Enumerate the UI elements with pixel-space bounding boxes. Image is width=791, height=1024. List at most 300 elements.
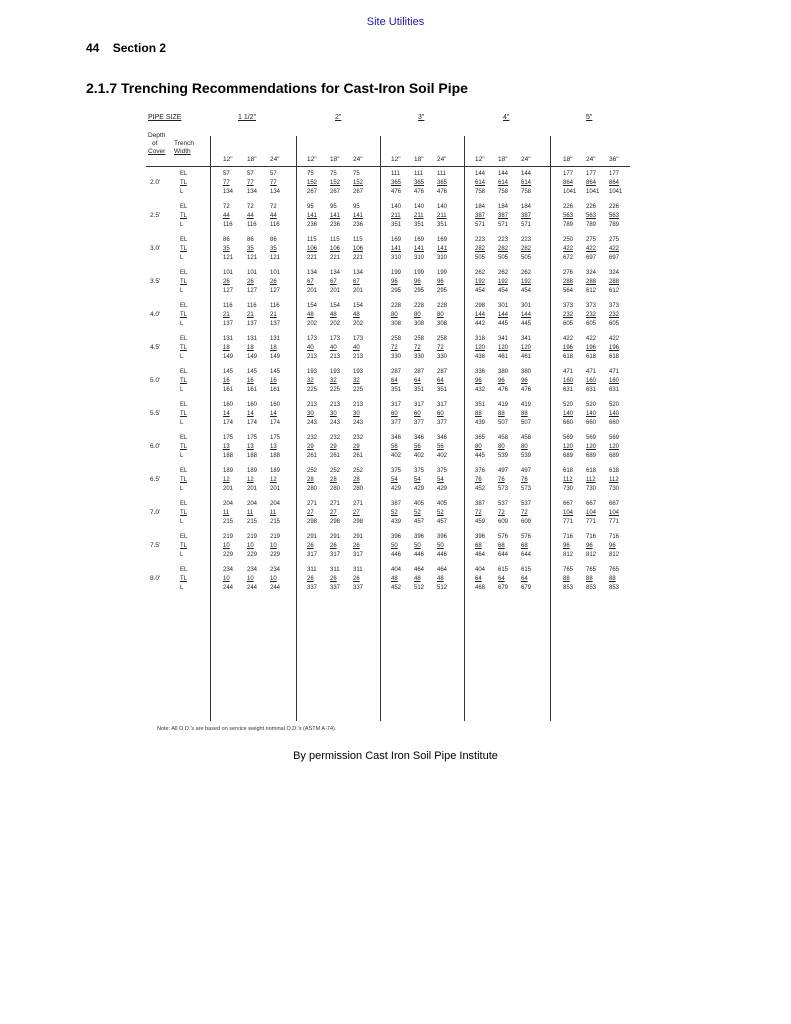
table-cell: 86 — [247, 237, 254, 243]
table-cell: 310 — [414, 255, 425, 261]
table-cell: 56 — [391, 444, 398, 450]
table-cell: 137 — [270, 321, 281, 327]
table-cell: 68 — [521, 543, 528, 549]
table-cell: 72 — [223, 204, 230, 210]
table-cell: 429 — [437, 486, 448, 492]
table-cell: 64 — [521, 576, 528, 582]
row-label: L — [180, 453, 184, 459]
row-label: EL — [180, 435, 188, 441]
table-cell: 211 — [391, 213, 401, 219]
table-cell: 116 — [223, 222, 233, 228]
table-cell: 271 — [307, 501, 318, 507]
table-cell: 44 — [223, 213, 230, 219]
table-cell: 730 — [586, 486, 597, 492]
table-cell: 76 — [498, 477, 505, 483]
table-cell: 337 — [307, 585, 318, 591]
trench-width-heading: 12" — [391, 156, 401, 163]
table-cell: 72 — [521, 510, 528, 516]
trench-width-heading: 18" — [414, 156, 424, 163]
table-cell: 310 — [391, 255, 402, 261]
table-cell: 853 — [563, 585, 574, 591]
table-cell: 317 — [414, 402, 425, 408]
table-cell: 564 — [563, 288, 574, 294]
table-cell: 471 — [609, 369, 620, 375]
table-cell: 213 — [307, 402, 318, 408]
section-label: Section 2 — [112, 41, 167, 55]
table-cell: 765 — [586, 567, 597, 573]
row-label: EL — [180, 534, 188, 540]
table-cell: 116 — [223, 303, 233, 309]
table-cell: 226 — [586, 204, 597, 210]
table-cell: 189 — [270, 468, 281, 474]
table-cell: 21 — [223, 312, 230, 318]
table-cell: 27 — [307, 510, 314, 516]
table-cell: 67 — [307, 279, 314, 285]
table-cell: 287 — [391, 369, 402, 375]
table-cell: 234 — [270, 567, 281, 573]
table-cell: 771 — [609, 519, 620, 525]
row-label: EL — [180, 567, 188, 573]
table-cell: 52 — [391, 510, 398, 516]
table-cell: 573 — [498, 486, 509, 492]
table-cell: 131 — [270, 336, 281, 342]
table-cell: 631 — [586, 387, 597, 393]
table-cell: 52 — [414, 510, 421, 516]
table-cell: 48 — [437, 576, 444, 582]
table-cell: 380 — [498, 369, 509, 375]
trench-width-heading: 18" — [247, 156, 257, 163]
table-cell: 10 — [247, 576, 254, 582]
table-cell: 458 — [498, 435, 509, 441]
table-cell: 18 — [247, 345, 254, 351]
table-cell: 50 — [414, 543, 421, 549]
table-cell: 346 — [391, 435, 402, 441]
table-cell: 56 — [414, 444, 421, 450]
row-label: TL — [180, 246, 188, 252]
table-cell: 396 — [475, 534, 486, 540]
table-cell: 174 — [247, 420, 258, 426]
trench-width-heading: 24" — [437, 156, 447, 163]
row-label: EL — [180, 237, 188, 243]
table-cell: 765 — [609, 567, 620, 573]
table-cell: 330 — [437, 354, 448, 360]
table-cell: 287 — [414, 369, 425, 375]
table-cell: 697 — [586, 255, 597, 261]
table-cell: 145 — [270, 369, 281, 375]
row-label: EL — [180, 468, 188, 474]
table-cell: 402 — [414, 453, 425, 459]
header-row — [146, 128, 630, 167]
table-cell: 211 — [414, 213, 424, 219]
table-cell: 219 — [223, 534, 234, 540]
table-cell: 52 — [437, 510, 444, 516]
table-cell: 459 — [475, 519, 486, 525]
depth-group — [146, 200, 630, 233]
table-cell: 116 — [247, 303, 257, 309]
table-cell: 96 — [609, 543, 616, 549]
table-cell: 689 — [563, 453, 574, 459]
table-cell: 324 — [586, 270, 597, 276]
table-cell: 419 — [498, 402, 509, 408]
table-cell: 337 — [353, 585, 364, 591]
table-cell: 152 — [330, 180, 341, 186]
table-cell: 223 — [521, 237, 532, 243]
table-cell: 276 — [563, 270, 574, 276]
table-cell: 512 — [414, 585, 425, 591]
table-cell: 618 — [563, 468, 574, 474]
table-cell: 28 — [307, 477, 314, 483]
table-cell: 512 — [437, 585, 448, 591]
table-cell: 346 — [414, 435, 425, 441]
table-cell: 422 — [609, 336, 620, 342]
table-cell: 18 — [270, 345, 277, 351]
table-cell: 308 — [414, 321, 425, 327]
table-cell: 446 — [391, 552, 402, 558]
table-cell: 660 — [563, 420, 574, 426]
table-cell: 351 — [475, 402, 486, 408]
table-cell: 432 — [475, 387, 486, 393]
table-cell: 120 — [498, 345, 509, 351]
row-label: TL — [180, 576, 188, 582]
table-cell: 318 — [475, 336, 486, 342]
table-cell: 13 — [270, 444, 277, 450]
table-cell: 16 — [247, 378, 254, 384]
table-cell: 141 — [353, 213, 364, 219]
table-cell: 202 — [307, 321, 318, 327]
table-cell: 177 — [586, 171, 597, 177]
depth-header-line: Depth — [148, 132, 166, 139]
table-cell: 291 — [330, 534, 341, 540]
table-cell: 134 — [223, 189, 234, 195]
table-cell: 149 — [247, 354, 258, 360]
table-cell: 229 — [223, 552, 234, 558]
table-cell: 28 — [330, 477, 337, 483]
table-cell: 520 — [586, 402, 597, 408]
table-cell: 336 — [475, 369, 486, 375]
table-cell: 149 — [223, 354, 234, 360]
table-cell: 280 — [330, 486, 341, 492]
table-cell: 213 — [330, 402, 341, 408]
table-cell: 64 — [391, 378, 398, 384]
table-cell: 26 — [330, 576, 337, 582]
table-cell: 618 — [586, 468, 597, 474]
table-cell: 201 — [247, 486, 258, 492]
table-cell: 537 — [521, 501, 532, 507]
table-cell: 258 — [414, 336, 425, 342]
table-cell: 18 — [223, 345, 230, 351]
table-cell: 161 — [223, 387, 234, 393]
table-cell: 26 — [353, 543, 360, 549]
table-cell: 213 — [353, 354, 364, 360]
table-cell: 175 — [247, 435, 258, 441]
table-cell: 213 — [353, 402, 364, 408]
row-label: TL — [180, 213, 188, 219]
table-cell: 88 — [609, 576, 616, 582]
table-cell: 380 — [521, 369, 532, 375]
table-cell: 152 — [307, 180, 318, 186]
table-cell: 476 — [391, 189, 402, 195]
table-cell: 225 — [307, 387, 318, 393]
table-cell: 689 — [586, 453, 597, 459]
table-cell: 267 — [330, 189, 341, 195]
table-cell: 476 — [414, 189, 425, 195]
table-cell: 612 — [586, 288, 597, 294]
table-cell: 298 — [353, 519, 364, 525]
table-cell: 571 — [498, 222, 509, 228]
table-cell: 96 — [391, 279, 398, 285]
trench-header-line: Width — [174, 148, 191, 155]
table-cell: 104 — [586, 510, 597, 516]
table-cell: 144 — [475, 312, 486, 318]
table-cell: 204 — [270, 501, 281, 507]
table-cell: 402 — [391, 453, 402, 459]
table-cell: 40 — [307, 345, 314, 351]
table-cell: 193 — [330, 369, 341, 375]
table-cell: 298 — [330, 519, 341, 525]
table-cell: 576 — [498, 534, 509, 540]
trenching-table — [146, 114, 630, 596]
row-label: L — [180, 222, 184, 228]
table-cell: 644 — [498, 552, 509, 558]
table-cell: 317 — [437, 402, 448, 408]
table-cell: 154 — [307, 303, 318, 309]
row-label: TL — [180, 444, 188, 450]
table-cell: 111 — [437, 171, 447, 177]
table-cell: 375 — [414, 468, 425, 474]
table-cell: 88 — [521, 411, 528, 417]
table-cell: 141 — [414, 246, 425, 252]
table-cell: 252 — [307, 468, 318, 474]
credit-line: By permission Cast Iron Soil Pipe Institute — [293, 750, 498, 762]
table-cell: 232 — [330, 435, 341, 441]
table-cell: 446 — [414, 552, 425, 558]
column-divider — [550, 136, 551, 721]
depth-value: 6.0' — [150, 443, 161, 450]
table-cell: 111 — [414, 171, 424, 177]
column-divider — [296, 136, 297, 721]
table-cell: 452 — [475, 486, 486, 492]
table-cell: 188 — [270, 453, 281, 459]
table-cell: 86 — [270, 237, 277, 243]
table-cell: 213 — [307, 354, 318, 360]
table-cell: 10 — [223, 576, 230, 582]
table-cell: 44 — [270, 213, 277, 219]
table-cell: 199 — [414, 270, 425, 276]
table-cell: 193 — [307, 369, 318, 375]
table-cell: 615 — [498, 567, 509, 573]
table-cell: 131 — [247, 336, 258, 342]
depth-group — [146, 398, 630, 431]
table-cell: 57 — [247, 171, 254, 177]
depth-value: 5.0' — [150, 377, 161, 384]
table-cell: 30 — [353, 411, 360, 417]
table-cell: 341 — [521, 336, 532, 342]
table-cell: 26 — [353, 576, 360, 582]
table-cell: 145 — [223, 369, 234, 375]
table-cell: 288 — [609, 279, 620, 285]
depth-value: 7.5' — [150, 542, 161, 549]
table-cell: 134 — [307, 270, 318, 276]
table-cell: 679 — [498, 585, 509, 591]
table-cell: 618 — [563, 354, 574, 360]
table-cell: 101 — [247, 270, 258, 276]
table-cell: 80 — [437, 312, 444, 318]
row-label: EL — [180, 369, 188, 375]
table-cell: 373 — [586, 303, 597, 309]
pipe-size-heading: 5" — [586, 114, 593, 121]
table-cell: 605 — [563, 321, 574, 327]
pipe-size-label: PIPE SIZE — [148, 114, 182, 121]
table-cell: 614 — [475, 180, 486, 186]
header-link[interactable]: Site Utilities — [366, 16, 425, 28]
table-cell: 261 — [330, 453, 341, 459]
trench-width-heading: 12" — [475, 156, 485, 163]
table-cell: 234 — [247, 567, 258, 573]
table-cell: 396 — [437, 534, 448, 540]
table-cell: 351 — [414, 387, 425, 393]
table-cell: 134 — [247, 189, 258, 195]
table-cell: 121 — [223, 255, 234, 261]
table-cell: 16 — [270, 378, 277, 384]
table-cell: 422 — [586, 246, 597, 252]
table-cell: 571 — [475, 222, 486, 228]
table-cell: 351 — [391, 387, 402, 393]
table-cell: 48 — [391, 576, 398, 582]
table-cell: 267 — [307, 189, 318, 195]
table-cell: 211 — [437, 213, 447, 219]
table-cell: 301 — [498, 303, 509, 309]
row-label: L — [180, 255, 184, 261]
table-cell: 106 — [307, 246, 318, 252]
table-cell: 26 — [270, 279, 277, 285]
table-cell: 232 — [353, 435, 364, 441]
table-cell: 365 — [391, 180, 402, 186]
table-cell: 243 — [353, 420, 364, 426]
table-cell: 221 — [330, 255, 341, 261]
table-cell: 29 — [330, 444, 337, 450]
depth-group — [146, 464, 630, 497]
table-cell: 853 — [609, 585, 620, 591]
trench-width-heading: 18" — [498, 156, 508, 163]
trench-header — [174, 140, 194, 156]
trench-width-heading: 36" — [609, 156, 619, 163]
table-cell: 26 — [307, 576, 314, 582]
table-cell: 232 — [307, 435, 318, 441]
table-cell: 716 — [609, 534, 620, 540]
page-header — [86, 41, 176, 55]
table-cell: 716 — [586, 534, 597, 540]
table-cell: 77 — [247, 180, 254, 186]
table-cell: 57 — [223, 171, 230, 177]
table-cell: 287 — [437, 369, 448, 375]
table-cell: 160 — [270, 402, 281, 408]
depth-value: 2.0' — [150, 179, 161, 186]
depth-value: 4.0' — [150, 311, 161, 318]
table-cell: 1041 — [586, 189, 600, 195]
table-cell: 429 — [414, 486, 425, 492]
table-cell: 77 — [270, 180, 277, 186]
table-cell: 864 — [609, 180, 620, 186]
table-cell: 175 — [270, 435, 281, 441]
table-cell: 188 — [223, 453, 234, 459]
table-cell: 438 — [475, 354, 486, 360]
table-cell: 13 — [247, 444, 254, 450]
column-divider — [210, 136, 211, 721]
table-cell: 116 — [247, 222, 257, 228]
table-cell: 471 — [586, 369, 597, 375]
table-cell: 215 — [223, 519, 234, 525]
table-cell: 35 — [270, 246, 277, 252]
table-body — [146, 167, 630, 596]
table-cell: 140 — [586, 411, 597, 417]
table-cell: 244 — [223, 585, 234, 591]
table-cell: 60 — [391, 411, 398, 417]
table-cell: 28 — [353, 477, 360, 483]
table-cell: 252 — [353, 468, 364, 474]
table-cell: 21 — [247, 312, 254, 318]
table-cell: 213 — [330, 354, 341, 360]
table-cell: 204 — [247, 501, 258, 507]
table-cell: 201 — [330, 288, 341, 294]
table-cell: 853 — [586, 585, 597, 591]
table-cell: 537 — [498, 501, 509, 507]
page-title: 2.1.7 Trenching Recommendations for Cast-Iron Soil Pipe — [86, 80, 468, 96]
table-cell: 405 — [414, 501, 425, 507]
table-cell: 644 — [521, 552, 532, 558]
table-cell: 262 — [521, 270, 532, 276]
table-cell: 32 — [307, 378, 314, 384]
depth-header-line: of — [152, 140, 158, 147]
pipe-size-heading: 2" — [335, 114, 342, 121]
table-cell: 573 — [521, 486, 532, 492]
table-cell: 26 — [307, 543, 314, 549]
table-cell: 497 — [498, 468, 509, 474]
table-cell: 311 — [353, 567, 363, 573]
table-cell: 72 — [498, 510, 505, 516]
table-cell: 1041 — [609, 189, 623, 195]
row-label: L — [180, 387, 184, 393]
table-cell: 27 — [330, 510, 337, 516]
table-cell: 96 — [563, 543, 570, 549]
table-cell: 111 — [391, 171, 401, 177]
depth-group — [146, 332, 630, 365]
pipe-size-heading: 4" — [503, 114, 510, 121]
row-label: L — [180, 552, 184, 558]
table-cell: 201 — [223, 486, 234, 492]
table-cell: 569 — [586, 435, 597, 441]
table-cell: 175 — [223, 435, 234, 441]
table-cell: 144 — [475, 171, 486, 177]
column-divider — [464, 136, 465, 721]
table-cell: 458 — [521, 435, 532, 441]
trench-width-heading: 12" — [307, 156, 317, 163]
table-cell: 280 — [307, 486, 318, 492]
table-cell: 141 — [330, 213, 341, 219]
table-cell: 310 — [437, 255, 448, 261]
table-cell: 351 — [437, 387, 448, 393]
table-cell: 127 — [247, 288, 258, 294]
table-cell: 96 — [521, 378, 528, 384]
table-cell: 615 — [521, 567, 532, 573]
table-cell: 30 — [330, 411, 337, 417]
table-cell: 141 — [391, 246, 402, 252]
table-cell: 50 — [391, 543, 398, 549]
table-cell: 758 — [498, 189, 509, 195]
table-cell: 758 — [475, 189, 486, 195]
table-cell: 14 — [223, 411, 230, 417]
table-cell: 199 — [437, 270, 448, 276]
table-cell: 161 — [247, 387, 258, 393]
